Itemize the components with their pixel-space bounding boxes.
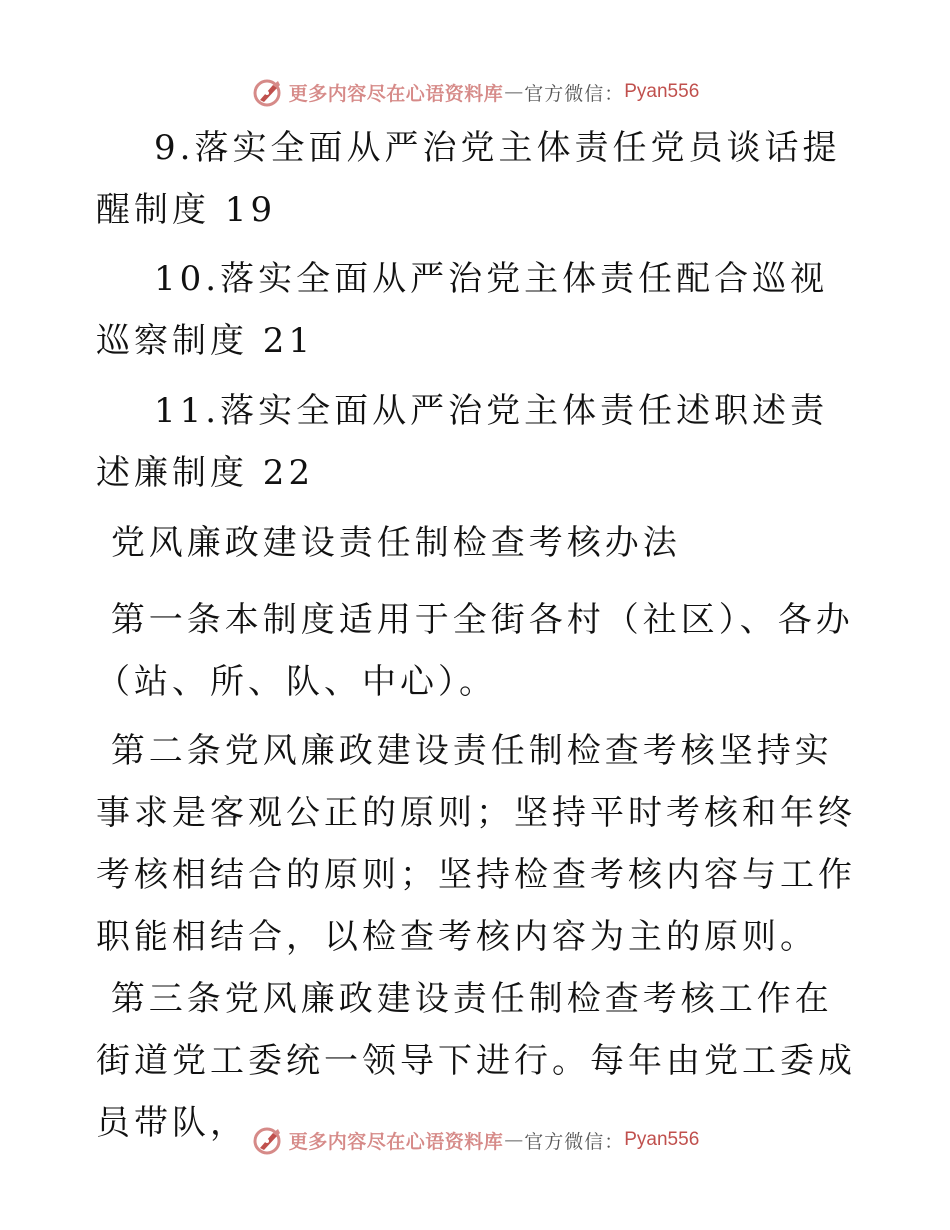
watermark-banner [289,1127,700,1154]
watermark-id-text: Pyan556 [624,1129,700,1150]
watermark-sub-text: 官方微信： [524,82,625,105]
watermark-separator: — [504,81,524,103]
watermark-separator: — [504,1129,524,1151]
watermark-banner [289,79,700,106]
article-1: 第一条本制度适用于全街各村（社区）、各办（站、所、队、中心）。 [96,600,854,702]
toc-item-11: 11.落实全面从严治党主体责任述职述责述廉制度 22 [96,391,829,493]
watermark-id-text: Pyan556 [624,81,700,102]
watermark-main-text: 更多内容尽在心语资料库 [288,1130,504,1153]
toc-item-10: 10.落实全面从严治党主体责任配合巡视巡察制度 21 [96,259,829,361]
section-title: 党风廉政建设责任制检查考核办法 [96,523,681,563]
header-watermark [0,74,950,110]
footer-watermark [0,1122,950,1158]
article-2: 第二条党风廉政建设责任制检查考核坚持实事求是客观公正的原则；坚持平时考核和年终考核相结合的原则；坚持检查考核内容与工作职能相结合，以检查考核内容为主的原则。 [96,731,856,957]
toc-item-9: 9.落实全面从严治党主体责任党员谈话提醒制度 19 [96,128,841,230]
pen-nib-logo-icon [251,1124,283,1156]
watermark-main-text: 更多内容尽在心语资料库 [288,82,504,105]
watermark-sub-text: 官方微信： [524,1130,625,1153]
article-3: 第三条党风廉政建设责任制检查考核工作在街道党工委统一领导下进行。每年由党工委成员带队， [96,979,856,1143]
pen-nib-logo-icon [251,76,283,108]
